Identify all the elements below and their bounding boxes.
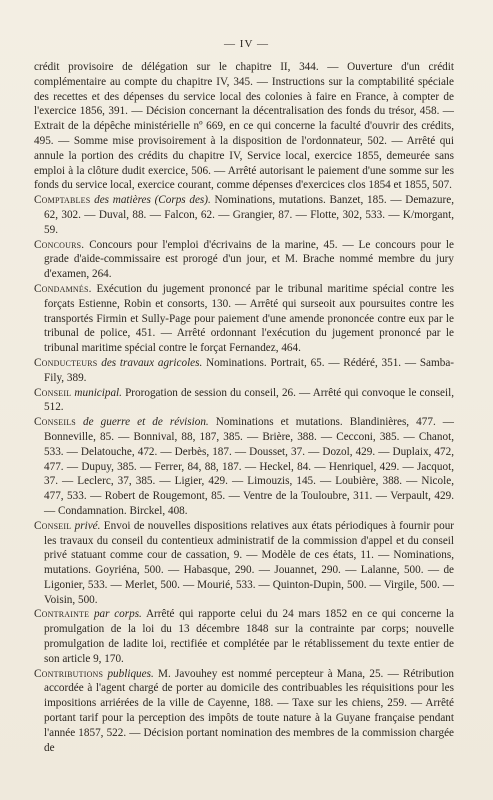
index-entry xyxy=(34,607,454,666)
index-text xyxy=(34,60,454,755)
entry-heading: Conseil xyxy=(34,519,72,532)
entry-text: M. Javouhey est nommé percepteur à Mana, 25. — Rétribution accordée à l'agent chargé de porter au domicile des contribuables les réquisitions pour les impositions arriérées de la ville de Cayenne, 188. — Taxe sur les chiens, 259. — Arrêté portant tarif pour la perception des impôts de toute nature à la Guyane française pendant l'année 1857, 522. — Décision portant nomination des membres de la commission chargée de xyxy=(44,667,455,754)
index-entry xyxy=(34,60,454,193)
entry-heading: Comptables xyxy=(34,194,91,207)
index-entry xyxy=(34,282,454,356)
entry-subheading: des matières (Corps des). xyxy=(94,194,211,207)
index-entry xyxy=(34,356,454,386)
entry-subheading: privé. xyxy=(74,519,101,532)
entry-subheading: publiques. xyxy=(107,667,154,680)
entry-heading: Contrainte xyxy=(34,608,90,621)
entry-subheading: municipal. xyxy=(74,386,122,399)
index-entry xyxy=(34,193,454,237)
entry-heading: Conseils xyxy=(34,416,76,429)
index-entry xyxy=(34,386,454,416)
entry-text: Exécution du jugement prononcé par le tribunal maritime spécial contre les forçats Estienne, Robin et consorts, 130. — Arrêté qui surseoit aux poursuites contre les transportés Firmin et Sully-Page pour paiement d'une amende prononcée contre eux par le tribunal de police, 451. — Arrêté ordonnant l'exécution du jugement prononcé par le tribunal maritime spécial contre le forçat Fernandez, 464. xyxy=(44,282,454,355)
index-entry xyxy=(34,519,454,608)
entry-heading: Conseil xyxy=(34,386,72,399)
entry-subheading: des travaux agricoles. xyxy=(101,356,203,369)
entry-heading: Condamnés. xyxy=(34,282,92,295)
page-number: — IV — xyxy=(224,38,269,50)
index-entry xyxy=(34,667,454,756)
index-entry xyxy=(34,415,454,519)
entry-subheading: par corps. xyxy=(93,608,142,621)
entry-subheading: de guerre et de révision. xyxy=(83,416,209,429)
entry-text: Nominations. Portrait, 65. — Rédéré, 351. — Samba-Fily, 389. xyxy=(44,356,455,384)
entry-text: crédit provisoire de délégation sur le chapitre II, 344. — Ouverture d'un crédit complémentaire au compte du chapitre IV, 345. — Instructions sur la comptabilité spéciale des recettes et des dépenses du service local des colonies à faire en France, à compter de l'exercice 1856, 391. — Décision concernant la décentralisation des fonds du trésor, 458. — Extrait de la dépêche ministérielle nº 669, en ce qui concerne la faculté d'ouvrir des crédits, 495. — Somme mise provisoirement à la disposition de l'ordonnateur, 502. — Arrêté qui annule la portion des crédits du chapitre IV, Service local, exercice 1855, demeurée sans emploi à la clôture dudit exercice, 506. — Arrêté autorisant le paiement d'une somme sur les fonds du service local, exercice courant, comme dépenses d'exercices clos 1854 et 1855, 507. xyxy=(34,61,454,192)
entry-text: Nominations, mutations. Banzet, 185. — Demazure, 62, 302. — Duval, 88. — Falcon, 62. — Grangier, 87. — Flotte, 302, 533. — K/morgant, 59. xyxy=(44,194,455,236)
entry-heading: Contributions xyxy=(34,667,104,680)
entry-text: Arrêté qui rapporte celui du 24 mars 1852 en ce qui concerne la promulgation de la loi du 13 décembre 1848 sur la contrainte par corps; nouvelle promulgation de ladite loi, rectifiée et complétée par le rétablissement du texte entier de son article 9, 170. xyxy=(44,608,455,665)
index-entry xyxy=(34,238,454,282)
entry-text: Nominations et mutations. Blandinières, 477. — Bonneville, 85. — Bonnival, 88, 187, 385. — Brière, 388. — Cecconi, 385. — Chanot, 533. — Delatouche, 472. — Derbès, 187. — Dousset, 37. — Dozol, 429. — Duplaix, 472, 477. — Dupuy, 385. — Ferrer, 84, 88, 187. — Heckel, 84. — Henriquel, 429. — Jacquot, 37. — Leclerc, 37, 385. — Ligier, 429. — Limouzis, 145. — Loubière, 388. — Nicole, 477, 533. — Robert de Rougemont, 85. — Ventre de la Touloubre, 311. — Verpault, 429. — Condamnation. Birckel, 408. xyxy=(44,416,454,517)
entry-heading: Concours. xyxy=(34,238,85,251)
entry-heading: Conducteurs xyxy=(34,356,98,369)
entry-text: Prorogation de session du conseil, 26. — Arrêté qui convoque le conseil, 512. xyxy=(44,386,455,414)
entry-text: Envoi de nouvelles dispositions relatives aux états périodiques à fournir pour les travaux du conseil du contentieux administratif de la commission d'appel et du conseil privé statuant comme cour de cassation, 9. — Modèle de ces états, 11. — Nominations, mutations. Goyriéna, 500. — Habasque, 290. — Jouannet, 290. — Lalanne, 500. — de Ligonier, 533. — Merlet, 500. — Mourié, 533. — Quinton-Dupin, 500. — Virgile, 500. — Voisin, 500. xyxy=(44,519,455,606)
entry-text: Concours pour l'emploi d'écrivains de la marine, 45. — Le concours pour le grade d'aide-commissaire est prorogé d'un jour, et M. Brache nommé membre du jury d'examen, 264. xyxy=(44,238,454,281)
